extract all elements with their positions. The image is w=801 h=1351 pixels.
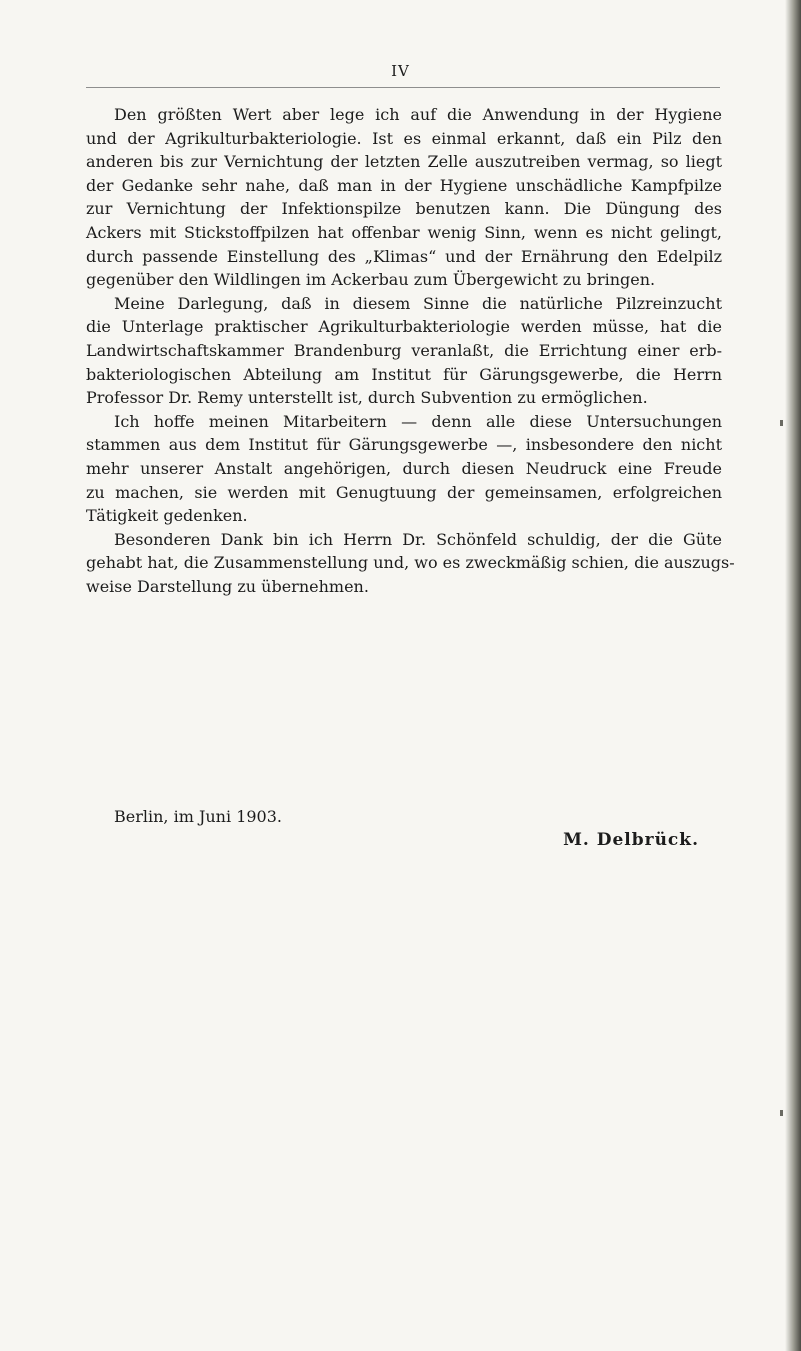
text-line: die Unterlage praktischer Agrikulturbakteriologie werden müsse, hat die [86,317,722,337]
text-line: Meine Darlegung, daß in diesem Sinne die natürliche Pilzreinzucht [114,293,722,313]
paragraph-4 [86,528,735,599]
page-edge-mark [780,1110,783,1116]
text-line: Ich hoffe meinen Mitarbeitern — denn alle diese Untersuchungen [114,411,722,431]
page-number: IV [391,62,410,80]
text-line: Professor Dr. Remy unterstellt ist, durch Subvention zu ermöglichen. [86,388,648,408]
text-line: gegenüber den Wildlingen im Ackerbau zum Übergewicht zu bringen. [86,270,656,290]
text-line: Ackers mit Stickstoffpilzen hat offenbar wenig Sinn, wenn es nicht gelingt, [86,222,722,242]
page-edge-shadow [785,0,801,1351]
header-rule [86,87,720,88]
paragraph-1 [86,103,722,292]
text-line: mehr unserer Anstalt angehörigen, durch diesen Neudruck eine Freude [86,458,722,478]
text-line: und der Agrikulturbakteriologie. Ist es einmal erkannt, daß ein Pilz den [86,128,722,148]
text-line: Besonderen Dank bin ich Herrn Dr. Schönfeld schuldig, der die Güte [114,529,722,549]
text-line: bakteriologischen Abteilung am Institut für Gärungsgewerbe, die Herrn [86,364,722,384]
text-line: der Gedanke sehr nahe, daß man in der Hygiene unschädliche Kampfpilze [86,175,722,195]
text-line: stammen aus dem Institut für Gärungsgewerbe —, insbesondere den nicht [86,435,722,455]
place-date-line: Berlin, im Juni 1903. [114,807,282,826]
page-edge-mark [780,420,783,426]
paragraph-3 [86,410,722,528]
text-line: Tätigkeit gedenken. [86,506,248,526]
text-line: gehabt hat, die Zusammenstellung und, wo es zweckmäßig schien, die auszugs- [86,553,735,573]
text-line: zu machen, sie werden mit Genugtuung der gemeinsamen, erfolgreichen [86,482,722,502]
text-line: zur Vernichtung der Infektionspilze benutzen kann. Die Düngung des [86,199,722,219]
text-line: durch passende Einstellung des „Klimas“ und der Ernährung den Edelpilz [86,246,722,266]
text-line: Den größten Wert aber lege ich auf die Anwendung in der Hygiene [114,105,722,124]
text-line: weise Darstellung zu übernehmen. [86,576,369,596]
text-line: Landwirtschaftskammer Brandenburg veranlaßt, die Errichtung einer erb- [86,340,722,360]
text-line: anderen bis zur Vernichtung der letzten Zelle auszutreiben vermag, so liegt [86,152,722,172]
preface-body [86,103,735,598]
author-signature: M. Delbrück. [563,830,699,850]
paragraph-2 [86,292,722,410]
